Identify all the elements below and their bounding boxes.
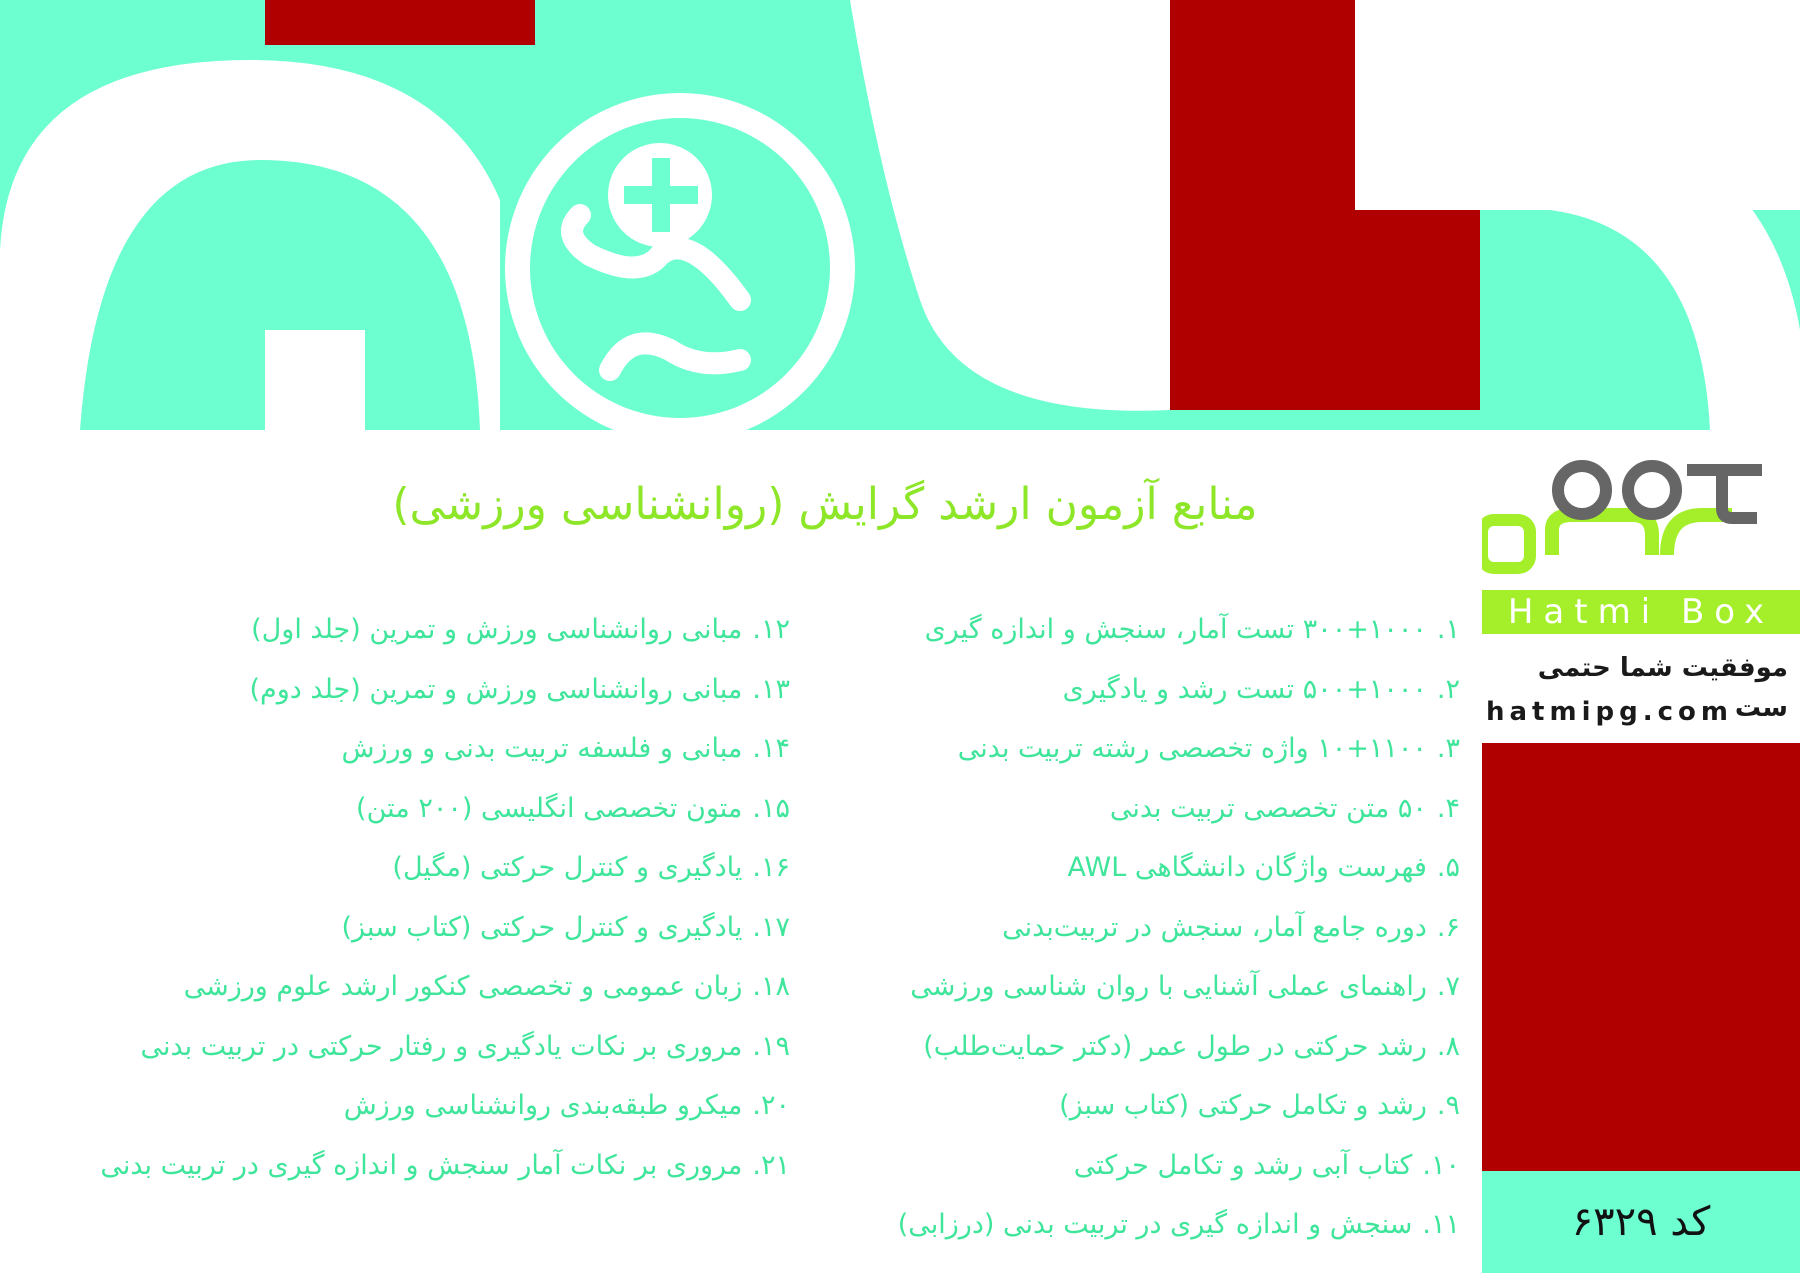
list-item-number: ۱۸. bbox=[752, 971, 790, 1002]
list-item bbox=[20, 779, 790, 839]
list-item-text: مروری بر نکات آمار سنجش و اندازه گیری در تربیت بدنی bbox=[100, 1149, 743, 1181]
list-item-number: ۱۰. bbox=[1422, 1149, 1460, 1181]
list-item-text: مبانی و فلسفه تربیت بدنی و ورزش bbox=[341, 733, 743, 764]
hatmi-box-logo-icon bbox=[1482, 460, 1800, 580]
sidebar-code-panel bbox=[1482, 1171, 1800, 1273]
resource-list-left bbox=[20, 600, 790, 1195]
list-item-text: ۵۰۰+۱۰۰۰ تست رشد و یادگیری bbox=[1062, 673, 1427, 705]
list-item-text: رشد و تکامل حرکتی (کتاب سبز) bbox=[1059, 1090, 1427, 1121]
list-item-number: ۵. bbox=[1436, 852, 1460, 883]
list-item bbox=[820, 1195, 1460, 1255]
list-item-text: میکرو طبقه‌بندی روانشناسی ورزش bbox=[343, 1090, 743, 1121]
list-item bbox=[820, 1136, 1460, 1196]
banner-logo-graphic bbox=[0, 0, 1800, 430]
list-item-number: ۲۱. bbox=[752, 1149, 790, 1181]
list-item bbox=[20, 1017, 790, 1077]
list-item-text: کتاب آبی رشد و تکامل حرکتی bbox=[1073, 1149, 1413, 1181]
list-item-text: یادگیری و کنترل حرکتی (کتاب سبز) bbox=[341, 911, 743, 943]
list-item-text: مبانی روانشناسی ورزش و تمرین (جلد دوم) bbox=[249, 673, 743, 705]
list-item-number: ۱۳. bbox=[752, 673, 790, 705]
list-item bbox=[20, 719, 790, 779]
list-item-number: ۱۷. bbox=[752, 911, 790, 943]
sidebar-red-block bbox=[1482, 743, 1800, 1171]
list-item-text: متون تخصصی انگلیسی (۲۰۰ متن) bbox=[356, 792, 743, 824]
page-title: منابع آزمون ارشد گرایش (روانشناسی ورزشی) bbox=[392, 479, 1258, 530]
list-item-number: ۱۱. bbox=[1422, 1209, 1460, 1240]
list-item-number: ۹. bbox=[1436, 1090, 1460, 1121]
list-item-number: ۱۴. bbox=[752, 733, 790, 764]
brand-sidebar bbox=[1482, 430, 1800, 1273]
list-item bbox=[820, 957, 1460, 1017]
list-item-text: ۵۰ متن تخصصی تربیت بدنی bbox=[1109, 792, 1427, 824]
list-item-number: ۷. bbox=[1436, 971, 1460, 1002]
list-item bbox=[20, 957, 790, 1017]
list-item-text: فهرست واژگان دانشگاهی AWL bbox=[1067, 852, 1427, 883]
list-item bbox=[20, 600, 790, 660]
list-item-number: ۴. bbox=[1436, 792, 1460, 824]
list-item-text: زبان عمومی و تخصصی کنکور ارشد علوم ورزشی bbox=[183, 971, 743, 1002]
list-item bbox=[820, 719, 1460, 779]
list-item-text: ۳۰۰+۱۰۰۰ تست آمار، سنجش و اندازه گیری bbox=[924, 614, 1427, 645]
list-item-text: ۱۰+۱۱۰۰ واژه تخصصی رشته تربیت بدنی bbox=[957, 733, 1427, 764]
list-item-text: سنجش و اندازه گیری در تربیت بدنی (درزابی) bbox=[897, 1209, 1413, 1240]
list-item bbox=[20, 838, 790, 898]
product-code: کد ۶۳۲۹ bbox=[1571, 1199, 1711, 1245]
list-item bbox=[820, 838, 1460, 898]
list-item-number: ۱۲. bbox=[752, 614, 790, 645]
list-item bbox=[820, 600, 1460, 660]
list-item-number: ۱۹. bbox=[752, 1030, 790, 1062]
list-item bbox=[820, 1017, 1460, 1077]
list-item bbox=[20, 898, 790, 958]
list-item-text: رشد حرکتی در طول عمر (دکتر حمایت‌طلب) bbox=[923, 1030, 1427, 1062]
list-item bbox=[20, 1136, 790, 1196]
list-item bbox=[820, 898, 1460, 958]
brand-website: hatmipg.com bbox=[1486, 697, 1733, 727]
list-item bbox=[820, 779, 1460, 839]
list-item-text: راهنمای عملی آشنایی با روان شناسی ورزشی bbox=[910, 971, 1427, 1002]
brand-slogan: موفقیت شما حتمی ست bbox=[1537, 653, 1788, 723]
list-item-number: ۲. bbox=[1436, 673, 1460, 705]
list-item-text: یادگیری و کنترل حرکتی (مگیل) bbox=[392, 852, 743, 883]
brand-name: Hatmi Box bbox=[1482, 590, 1800, 634]
list-item-text: مروری بر نکات یادگیری و رفتار حرکتی در تربیت بدنی bbox=[140, 1030, 743, 1062]
list-item-number: ۳. bbox=[1436, 733, 1460, 764]
list-item-number: ۱. bbox=[1436, 614, 1460, 645]
list-item-number: ۶. bbox=[1436, 911, 1460, 943]
list-item-number: ۲۰. bbox=[752, 1090, 790, 1121]
list-item bbox=[820, 1076, 1460, 1136]
list-item bbox=[20, 660, 790, 720]
list-item bbox=[20, 1076, 790, 1136]
list-item bbox=[820, 660, 1460, 720]
resource-list-right bbox=[820, 600, 1460, 1255]
list-item-number: ۸. bbox=[1436, 1030, 1460, 1062]
list-item-number: ۱۵. bbox=[752, 792, 790, 824]
list-item-number: ۱۶. bbox=[752, 852, 790, 883]
list-item-text: مبانی روانشناسی ورزش و تمرین (جلد اول) bbox=[251, 614, 743, 645]
list-item-text: دوره جامع آمار، سنجش در تربیت‌بدنی bbox=[1002, 911, 1427, 943]
